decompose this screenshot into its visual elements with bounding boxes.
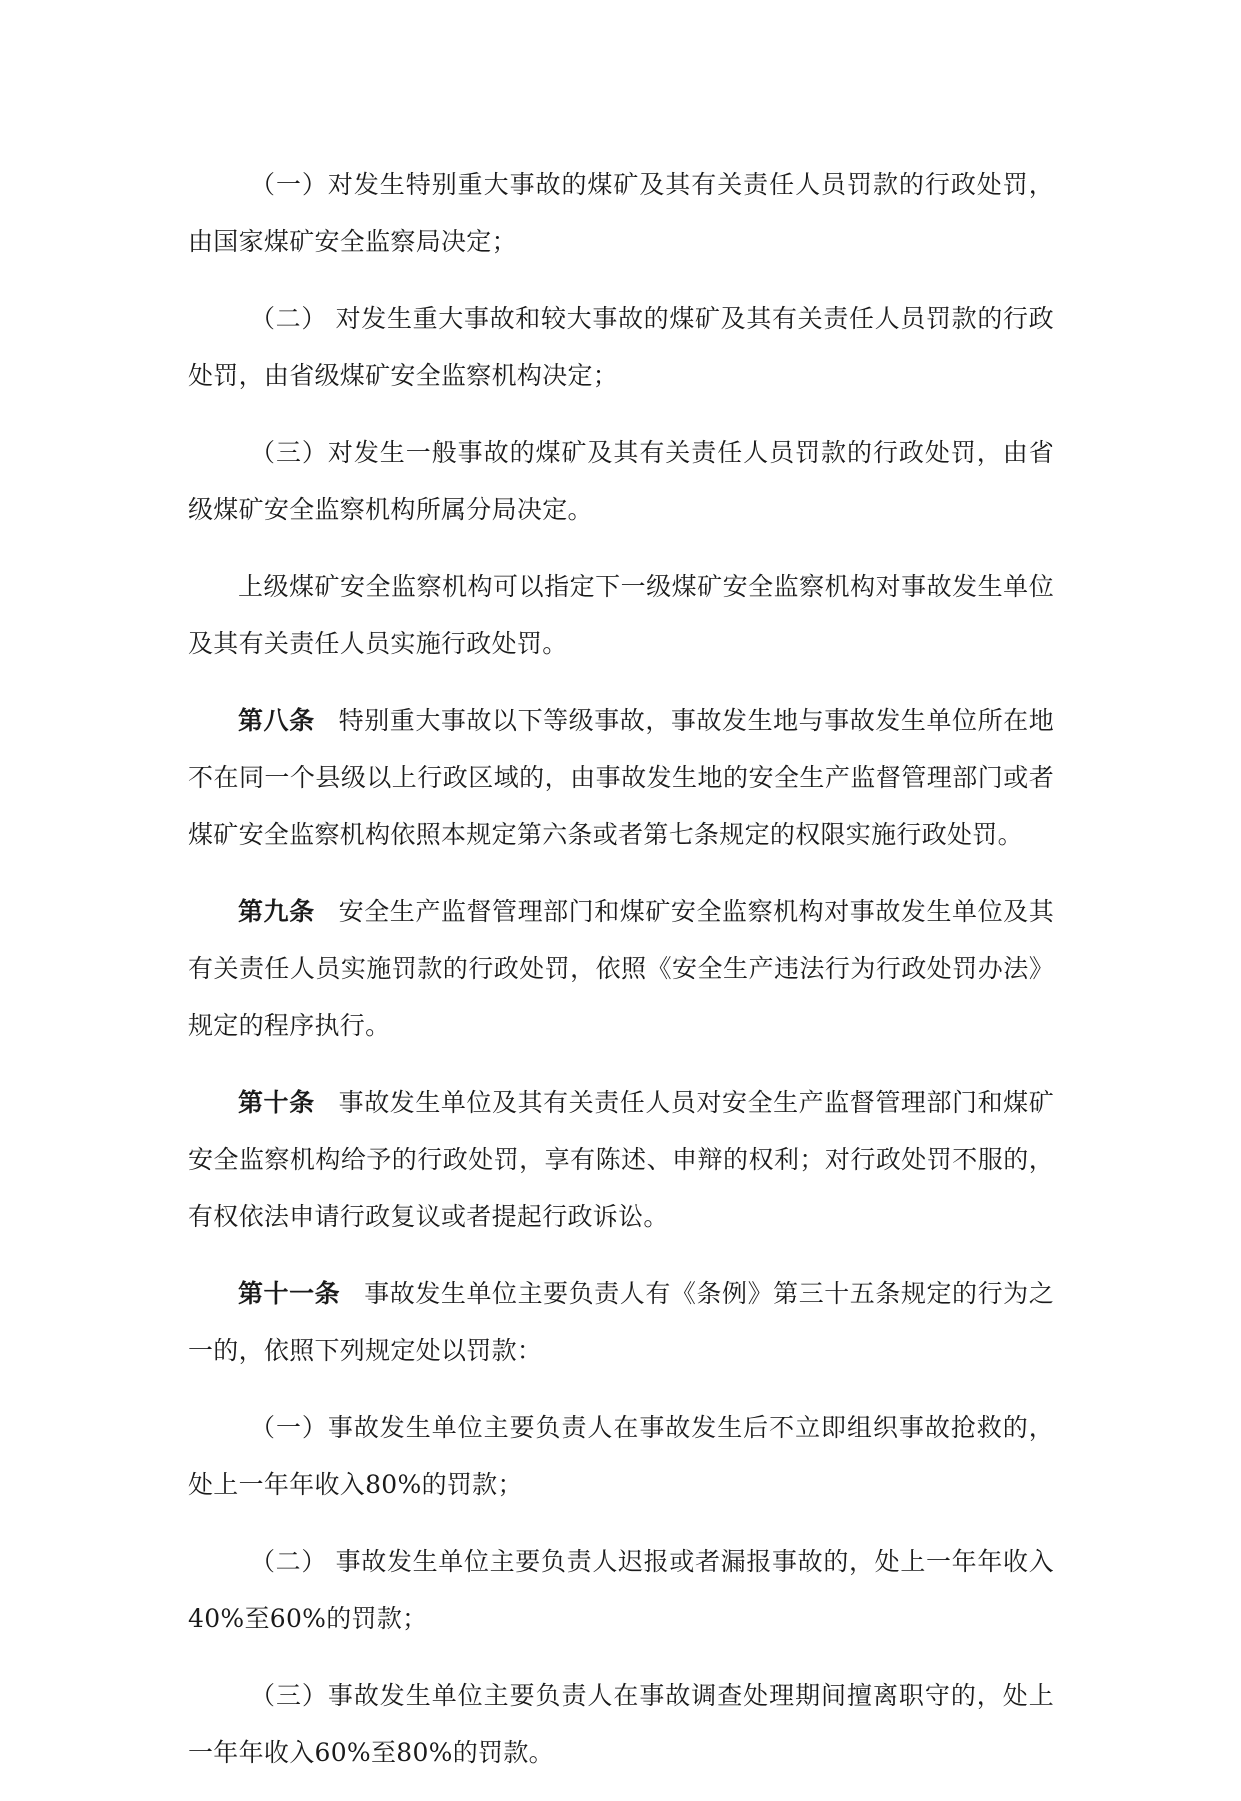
paragraph-text: （一）对发生特别重大事故的煤矿及其有关责任人员罚款的行政处罚，由国家煤矿安全监察局决定；	[188, 170, 1054, 256]
paragraph-text: 上级煤矿安全监察机构可以指定下一级煤矿安全监察机构对事故发生单位及其有关责任人员实施行政处罚。	[188, 572, 1054, 658]
article-text: 特别重大事故以下等级事故，事故发生地与事故发生单位所在地不在同一个县级以上行政区域的，由事故发生地的安全生产监督管理部门或者煤矿安全监察机构依照本规定第六条或者第七条规定的权限实施行政处罚。	[188, 706, 1054, 849]
article-heading: 第十一条	[238, 1279, 341, 1308]
paragraph-text: （三）事故发生单位主要负责人在事故调查处理期间擅离职守的，处上一年年收入60%至80%的罚款。	[188, 1681, 1054, 1767]
paragraph-text: （二） 事故发生单位主要负责人迟报或者漏报事故的，处上一年年收入40%至60%的罚款；	[188, 1547, 1054, 1633]
paragraph-item-1	[188, 156, 1054, 270]
paragraph-text: （一）事故发生单位主要负责人在事故发生后不立即组织事故抢救的，处上一年年收入80%的罚款；	[188, 1413, 1054, 1499]
article-text: 安全生产监督管理部门和煤矿安全监察机构对事故发生单位及其有关责任人员实施罚款的行政处罚，依照《安全生产违法行为行政处罚办法》规定的程序执行。	[188, 897, 1054, 1040]
document-body	[188, 156, 1054, 1801]
article-8	[188, 692, 1054, 863]
article-heading: 第十条	[238, 1088, 315, 1117]
paragraph-item-4	[188, 1399, 1054, 1513]
article-11	[188, 1265, 1054, 1379]
paragraph-text: （三）对发生一般事故的煤矿及其有关责任人员罚款的行政处罚，由省级煤矿安全监察机构所属分局决定。	[188, 438, 1054, 524]
paragraph-text: （二） 对发生重大事故和较大事故的煤矿及其有关责任人员罚款的行政处罚，由省级煤矿安全监察机构决定；	[188, 304, 1054, 390]
article-10	[188, 1074, 1054, 1245]
paragraph-item-5	[188, 1533, 1054, 1647]
paragraph-item-2	[188, 290, 1054, 404]
paragraph-item-6	[188, 1667, 1054, 1781]
article-heading: 第八条	[238, 706, 315, 735]
paragraph-plain	[188, 558, 1054, 672]
paragraph-item-3	[188, 424, 1054, 538]
article-heading: 第九条	[238, 897, 315, 926]
article-text: 事故发生单位主要负责人有《条例》第三十五条规定的行为之一的，依照下列规定处以罚款：	[188, 1279, 1054, 1365]
article-text: 事故发生单位及其有关责任人员对安全生产监督管理部门和煤矿安全监察机构给予的行政处罚，享有陈述、申辩的权利；对行政处罚不服的，有权依法申请行政复议或者提起行政诉讼。	[188, 1088, 1054, 1231]
article-9	[188, 883, 1054, 1054]
